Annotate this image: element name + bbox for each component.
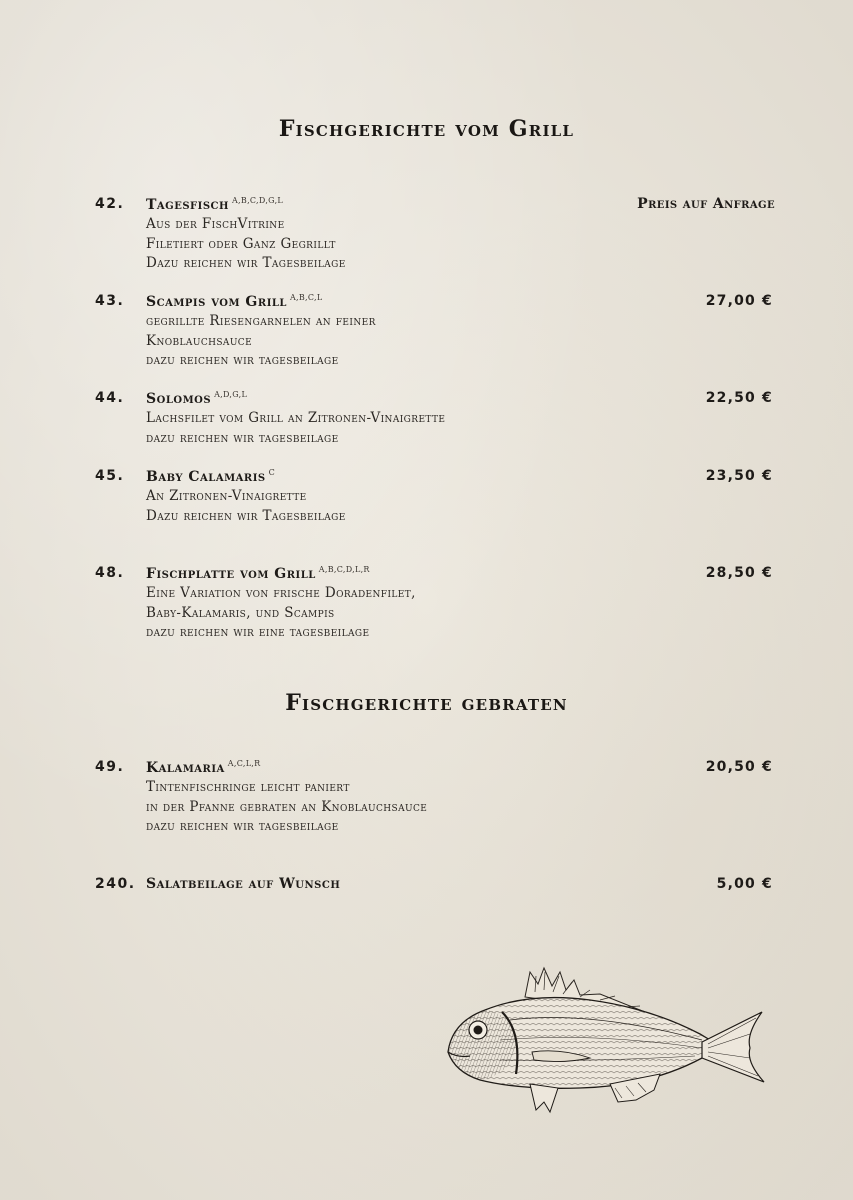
item-name: Scampis vom Grill $^{A,B,C,L}$	[146, 293, 323, 310]
section-title-grill: Fischgerichte vom Grill	[278, 116, 575, 142]
item-name: Solomos $^{A,D,G,L}$	[146, 390, 248, 407]
item-name: Tagesfisch $^{A,B,C,D,G,L}$	[146, 196, 284, 213]
allergen-codes: A,D,G,L	[214, 390, 248, 399]
item-name: Kalamaria $^{A,C,L,R}$	[146, 759, 261, 776]
item-description: gegrillte Riesengarnelen an feiner Knoblauchsauce dazu reichen wir tagesbeilage	[146, 313, 376, 368]
item-price: Preis auf Anfrage	[637, 196, 775, 212]
allergen-codes: A,B,C,L	[289, 293, 323, 302]
item-number: 240.	[95, 876, 136, 892]
item-price: 5,00 €	[716, 876, 773, 892]
fish-illustration-icon	[440, 962, 770, 1117]
item-number: 43.	[95, 293, 125, 309]
allergen-codes: A,B,C,D,L,R	[318, 565, 370, 574]
item-number: 42.	[95, 196, 125, 212]
item-name: Baby Calamaris $^C$	[146, 468, 276, 485]
item-number: 49.	[95, 759, 125, 775]
allergen-codes: C	[268, 468, 276, 477]
section-title-gebraten: Fischgerichte gebraten	[285, 690, 568, 716]
item-description: Lachsfilet vom Grill an Zitronen-Vinaigrette dazu reichen wir tagesbeilage	[146, 410, 446, 446]
item-price: 28,50 €	[705, 565, 773, 581]
item-name: Salatbeilage auf Wunsch	[146, 876, 341, 892]
item-number: 44.	[95, 390, 125, 406]
item-number: 45.	[95, 468, 125, 484]
item-name: Fischplatte vom Grill $^{A,B,C,D,L,R}$	[146, 565, 370, 582]
item-description: Tintenfischringe leicht paniert in der Pfanne gebraten an Knoblauchsauce dazu reichen wir tagesbeilage	[146, 779, 428, 834]
item-price: 22,50 €	[705, 390, 773, 406]
allergen-codes: A,B,C,D,G,L	[231, 196, 284, 205]
item-description: An Zitronen-Vinaigrette Dazu reichen wir Tagesbeilage	[146, 488, 346, 524]
item-price: 23,50 €	[705, 468, 773, 484]
item-description: Aus der FischVitrine Filetiert oder Ganz Gegrillt Dazu reichen wir Tagesbeilage	[146, 216, 346, 271]
allergen-codes: A,C,L,R	[227, 759, 261, 768]
item-price: 20,50 €	[705, 759, 773, 775]
item-description: Eine Variation von frische Doradenfilet, Baby-Kalamaris, und Scampis dazu reichen wir eine tagesbeilage	[146, 585, 416, 640]
item-price: 27,00 €	[705, 293, 773, 309]
item-number: 48.	[95, 565, 125, 581]
